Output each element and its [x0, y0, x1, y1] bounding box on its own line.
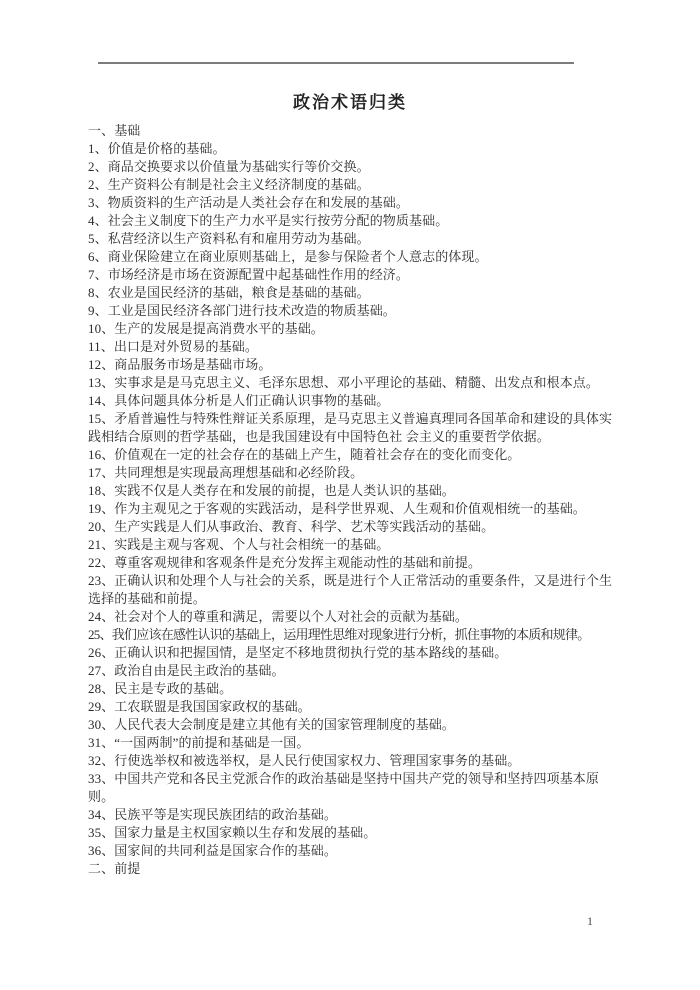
document-line: 33、中国共产党和各民主党派合作的政治基础是坚持中国共产党的领导和坚持四项基本原 — [88, 771, 600, 786]
document-line: 34、民族平等是实现民族团结的政治基础。 — [88, 807, 338, 822]
document-line: 12、商品服务市场是基础市场。 — [88, 357, 272, 372]
document-line: 30、人民代表大会制度是建立其他有关的国家管理制度的基础。 — [88, 717, 455, 732]
document-line: 10、生产的发展是提高消费水平的基础。 — [88, 321, 324, 336]
document-line: 8、农业是国民经济的基础，粮食是基础的基础。 — [88, 285, 370, 300]
page-number: 1 — [587, 914, 593, 928]
document-line: 1、价值是价格的基础。 — [88, 141, 226, 156]
document-line: 21、实践是主观与客观、个人与社会相统一的基础。 — [88, 537, 390, 552]
document-line: 2、商品交换要求以价值量为基础实行等价交换。 — [88, 159, 370, 174]
document-line: 28、民主是专政的基础。 — [88, 681, 233, 696]
document-line: 3、物质资料的生产活动是人类社会存在和发展的基础。 — [88, 195, 410, 210]
document-line: 2、生产资料公有制是社会主义经济制度的基础。 — [88, 177, 370, 192]
document-line: 16、价值观在一定的社会存在的基础上产生，随着社会存在的变化而变化。 — [88, 447, 521, 462]
document-line: 27、政治自由是民主政治的基础。 — [88, 663, 285, 678]
document-line: 13、实事求是是马克思主义、毛泽东思想、邓小平理论的基础、精髓、出发点和根本点。 — [88, 375, 600, 390]
document-line: 26、正确认识和把握国情，是坚定不移地贯彻执行党的基本路线的基础。 — [88, 645, 508, 660]
document-line: 31、“一国两制”的前提和基础是一国。 — [88, 735, 310, 750]
document-line: 19、作为主观见之于客观的实践活动，是科学世界观、人生观和价值观相统一的基础。 — [88, 501, 586, 516]
page-title: 政治术语归类 — [293, 93, 407, 112]
document-line: 15、矛盾普遍性与特殊性辩证关系原理，是马克思主义普遍真理同各国革命和建设的具体实 — [88, 411, 613, 426]
document-line: 17、共同理想是实现最高理想基础和必经阶段。 — [88, 465, 364, 480]
document-line: 36、国家间的共同利益是国家合作的基础。 — [88, 843, 338, 858]
document-line: 29、工农联盟是我国国家政权的基础。 — [88, 699, 311, 714]
document-line: 选择的基础和前提。 — [88, 591, 206, 606]
header-rule — [98, 62, 574, 64]
document-line: 22、尊重客观规律和客观条件是充分发挥主观能动性的基础和前提。 — [88, 555, 482, 570]
document-line: 11、出口是对外贸易的基础。 — [88, 339, 258, 354]
document-line: 23、正确认识和处理个人与社会的关系，既是进行个人正常活动的重要条件，又是进行个生 — [88, 573, 613, 588]
document-line: 二、前提 — [88, 861, 141, 876]
document-line: 5、私营经济以生产资料私有和雇用劳动为基础。 — [88, 231, 370, 246]
document-line: 24、社会对个人的尊重和满足，需要以个人对社会的贡献为基础。 — [88, 609, 469, 624]
document-line: 9、工业是国民经济各部门进行技术改造的物质基础。 — [88, 303, 396, 318]
document-line: 35、国家力量是主权国家赖以生存和发展的基础。 — [88, 825, 377, 840]
document-line: 18、实践不仅是人类存在和发展的前提，也是人类认识的基础。 — [88, 483, 455, 498]
document-line: 一、基础 — [88, 123, 141, 138]
document-line: 25、我们应该在感性认识的基础上，运用理性思维对现象进行分析，抓住事物的本质和规律。 — [88, 627, 590, 642]
document-line: 32、行使选举权和被选举权，是人民行使国家权力、管理国家事务的基础。 — [88, 753, 521, 768]
document-line: 6、商业保险建立在商业原则基础上，是参与保险者个人意志的体现。 — [88, 249, 488, 264]
document-body — [88, 122, 620, 878]
document-line: 4、社会主义制度下的生产力水平是实行按劳分配的物质基础。 — [88, 213, 449, 228]
document-line: 20、生产实践是人们从事政治、教育、科学、艺术等实践活动的基础。 — [88, 519, 495, 534]
document-line: 7、市场经济是市场在资源配置中起基础性作用的经济。 — [88, 267, 410, 282]
document-line: 践相结合原则的哲学基础，也是我国建设有中国特色社 会主义的重要哲学依据。 — [88, 429, 550, 444]
document-line: 则。 — [88, 789, 115, 804]
document-line: 14、具体问题具体分析是人们正确认识事物的基础。 — [88, 393, 390, 408]
